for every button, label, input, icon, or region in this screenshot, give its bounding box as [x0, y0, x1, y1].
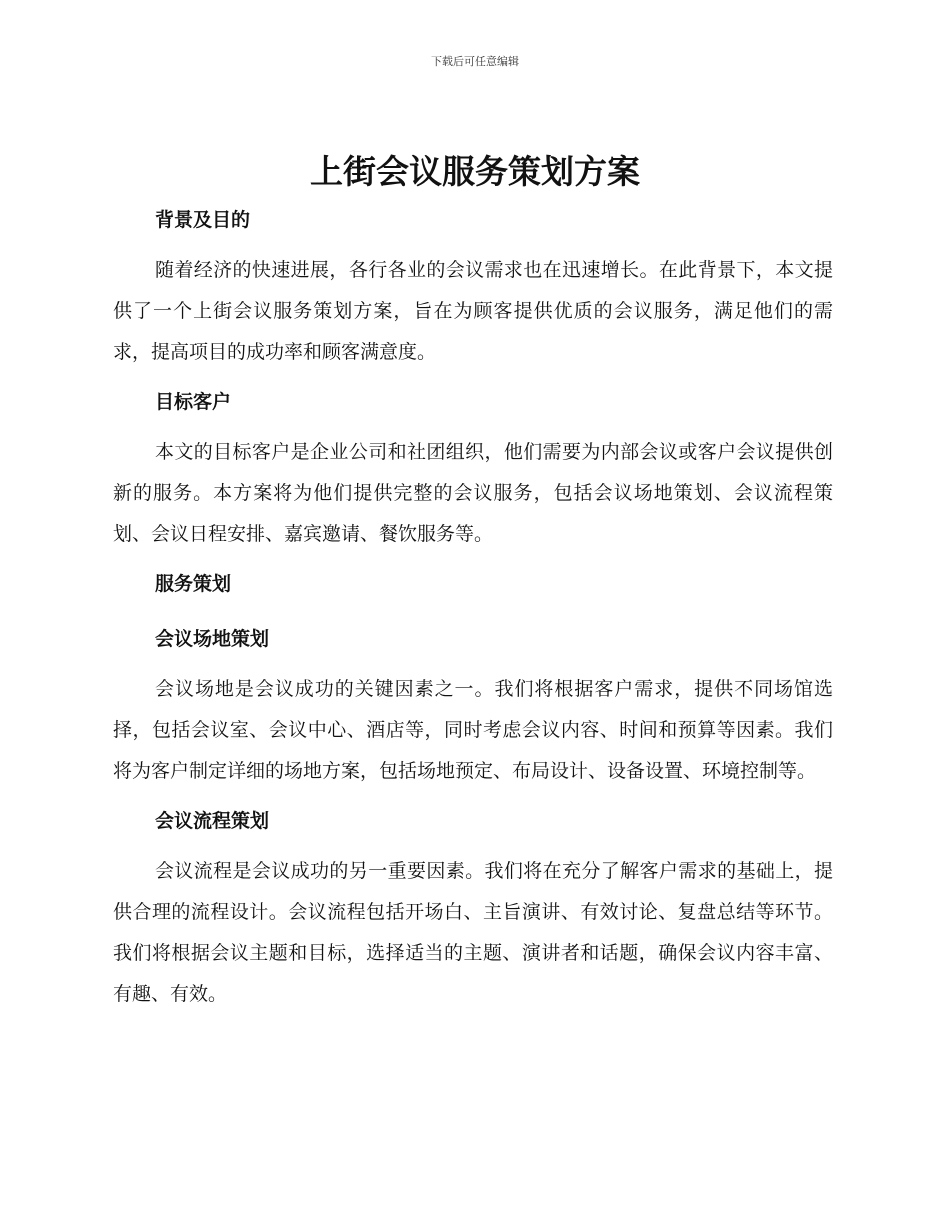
section-heading-service-planning: 服务策划: [155, 573, 232, 595]
section-heading-background: 背景及目的: [155, 209, 251, 231]
section-heading-process-planning: 会议流程策划: [155, 810, 270, 832]
paragraph-background: 随着经济的快速进展，各行各业的会议需求也在迅速增长。在此背景下，本文提供了一个上街会议服务策划方案，旨在为顾客提供优质的会议服务，满足他们的需求，提高项目的成功率和顾客满意度。: [113, 259, 833, 363]
document-title: 上街会议服务策划方案: [310, 152, 640, 191]
paragraph-target-clients: 本文的目标客户是企业公司和社团组织，他们需要为内部会议或客户会议提供创新的服务。本方案将为他们提供完整的会议服务，包括会议场地策划、会议流程策划、会议日程安排、嘉宾邀请、餐饮服务等。: [113, 441, 833, 545]
section-heading-target-clients: 目标客户: [155, 391, 232, 413]
header-note: 下载后可任意编辑: [431, 55, 519, 68]
section-heading-venue-planning: 会议场地策划: [155, 628, 270, 650]
paragraph-process-planning: 会议流程是会议成功的另一重要因素。我们将在充分了解客户需求的基础上，提供合理的流程设计。会议流程包括开场白、主旨演讲、有效讨论、复盘总结等环节。我们将根据会议主题和目标，选择适当的主题、演讲者和话题，确保会议内容丰富、有趣、有效。: [113, 860, 833, 1005]
document-body: [113, 203, 833, 1015]
paragraph-venue-planning: 会议场地是会议成功的关键因素之一。我们将根据客户需求，提供不同场馆选择，包括会议室、会议中心、酒店等，同时考虑会议内容、时间和预算等因素。我们将为客户制定详细的场地方案，包括场地预定、布局设计、设备设置、环境控制等。: [113, 678, 833, 782]
